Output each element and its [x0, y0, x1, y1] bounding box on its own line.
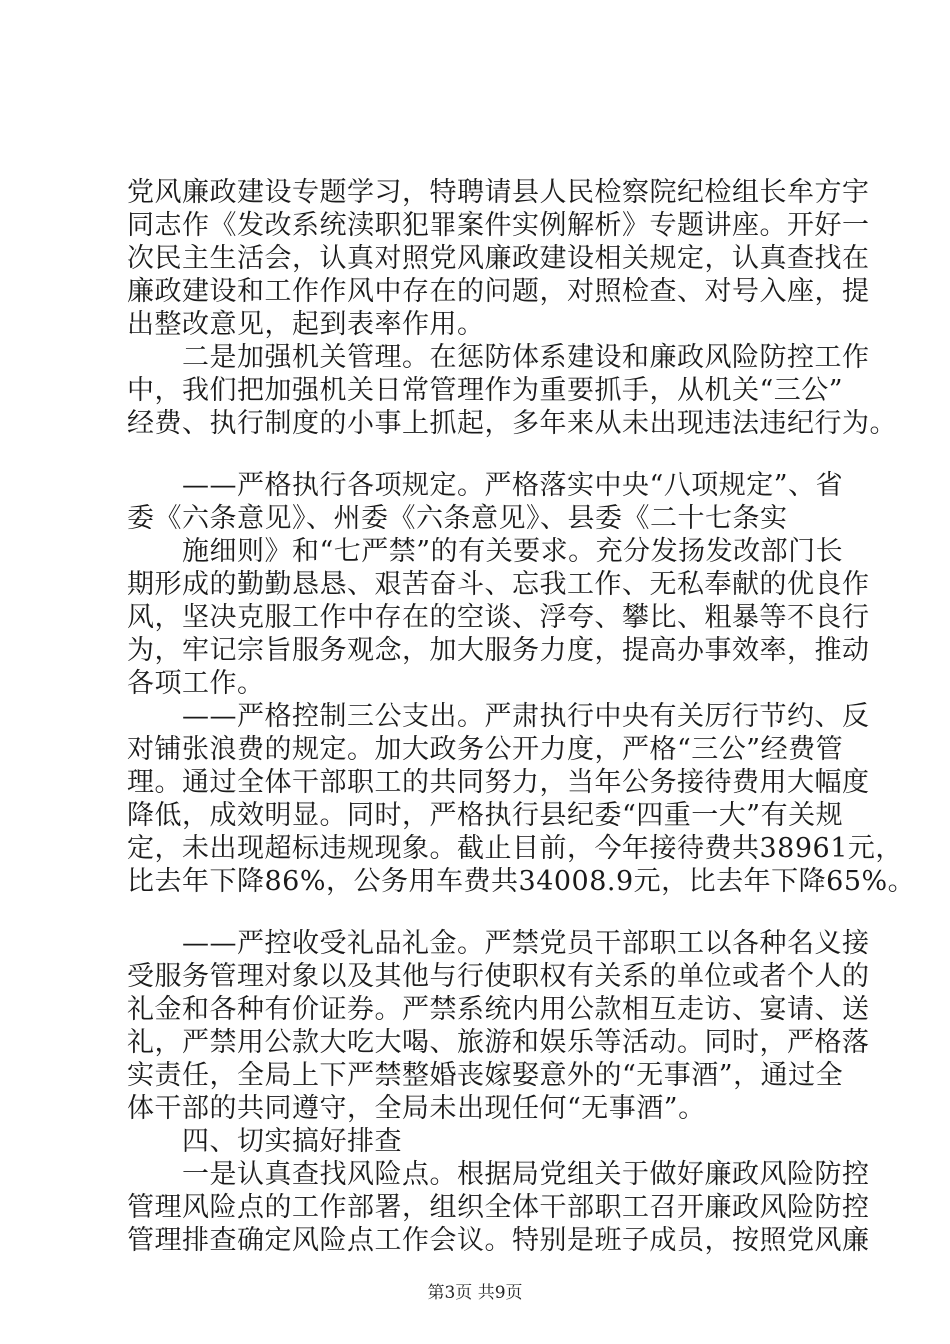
text-line: 理。通过全体干部职工的共同努力，当年公务接待费用大幅度 — [127, 767, 870, 798]
text-line: 管理风险点的工作部署，组织全体干部职工召开廉政风险防控 — [127, 1192, 870, 1223]
text-line: 管理排查确定风险点工作会议。特别是班子成员，按照党风廉 — [127, 1225, 870, 1256]
text-line: 各项工作。 — [127, 668, 265, 699]
text-line: 同志作《发改系统渎职犯罪案件实例解析》专题讲座。开好一 — [127, 210, 870, 241]
text-line: ——严控收受礼品礼金。严禁党员干部职工以各种名义接 — [182, 928, 870, 959]
text-line: 中，我们把加强机关日常管理作为重要抓手，从机关“三公” — [127, 375, 844, 406]
text-line: ——严格执行各项规定。严格落实中央“八项规定”、省 — [182, 470, 844, 501]
text-line: 次民主生活会，认真对照党风廉政建设相关规定，认真查找在 — [127, 243, 870, 274]
text-line: 为，牢记宗旨服务观念，加大服务力度，提高办事效率，推动 — [127, 635, 870, 666]
text-line: 实责任，全局上下严禁整婚丧嫁娶意外的“无事酒”，通过全 — [127, 1060, 844, 1091]
text-line: 委《六条意见》、州委《六条意见》、县委《二十七条实 — [127, 503, 788, 534]
text-line: 风，坚决克服工作中存在的空谈、浮夸、攀比、粗暴等不良行 — [127, 602, 870, 633]
text-line: 比去年下降86%，公务用车费共34008.9元，比去年下降65%。 — [127, 866, 916, 897]
text-line: 定，未出现超标违规现象。截止目前，今年接待费共38961元， — [127, 833, 903, 864]
text-line: 受服务管理对象以及其他与行使职权有关系的单位或者个人的 — [127, 961, 870, 992]
text-line: 礼，严禁用公款大吃大喝、旅游和娱乐等活动。同时，严格落 — [127, 1027, 870, 1058]
section-heading: 四、切实搞好排查 — [182, 1126, 402, 1157]
text-line: 一是认真查找风险点。根据局党组关于做好廉政风险防控 — [182, 1159, 870, 1190]
text-line: 施细则》和“七严禁”的有关要求。充分发扬发改部门长 — [182, 536, 844, 567]
text-line: 廉政建设和工作作风中存在的问题，对照检查、对号入座，提 — [127, 276, 870, 307]
text-line: ——严格控制三公支出。严肃执行中央有关厉行节约、反 — [182, 701, 870, 732]
text-line: 礼金和各种有价证券。严禁系统内用公款相互走访、宴请、送 — [127, 994, 870, 1025]
text-line: 二是加强机关管理。在惩防体系建设和廉政风险防控工作 — [182, 342, 870, 373]
text-line: 对铺张浪费的规定。加大政务公开力度，严格“三公”经费管 — [127, 734, 844, 765]
text-line: 出整改意见，起到表率作用。 — [127, 309, 485, 340]
page-footer: 第3页 共9页 — [427, 1283, 523, 1303]
text-line: 体干部的共同遵守，全局未出现任何“无事酒”。 — [127, 1093, 706, 1124]
text-line: 经费、执行制度的小事上抓起，多年来从未出现违法违纪行为。 — [127, 408, 897, 439]
text-line: 降低，成效明显。同时，严格执行县纪委“四重一大”有关规 — [127, 800, 844, 831]
text-line: 期形成的勤勤恳恳、艰苦奋斗、忘我工作、无私奉献的优良作 — [127, 569, 870, 600]
text-line: 党风廉政建设专题学习，特聘请县人民检察院纪检组长牟方宇 — [127, 177, 870, 208]
